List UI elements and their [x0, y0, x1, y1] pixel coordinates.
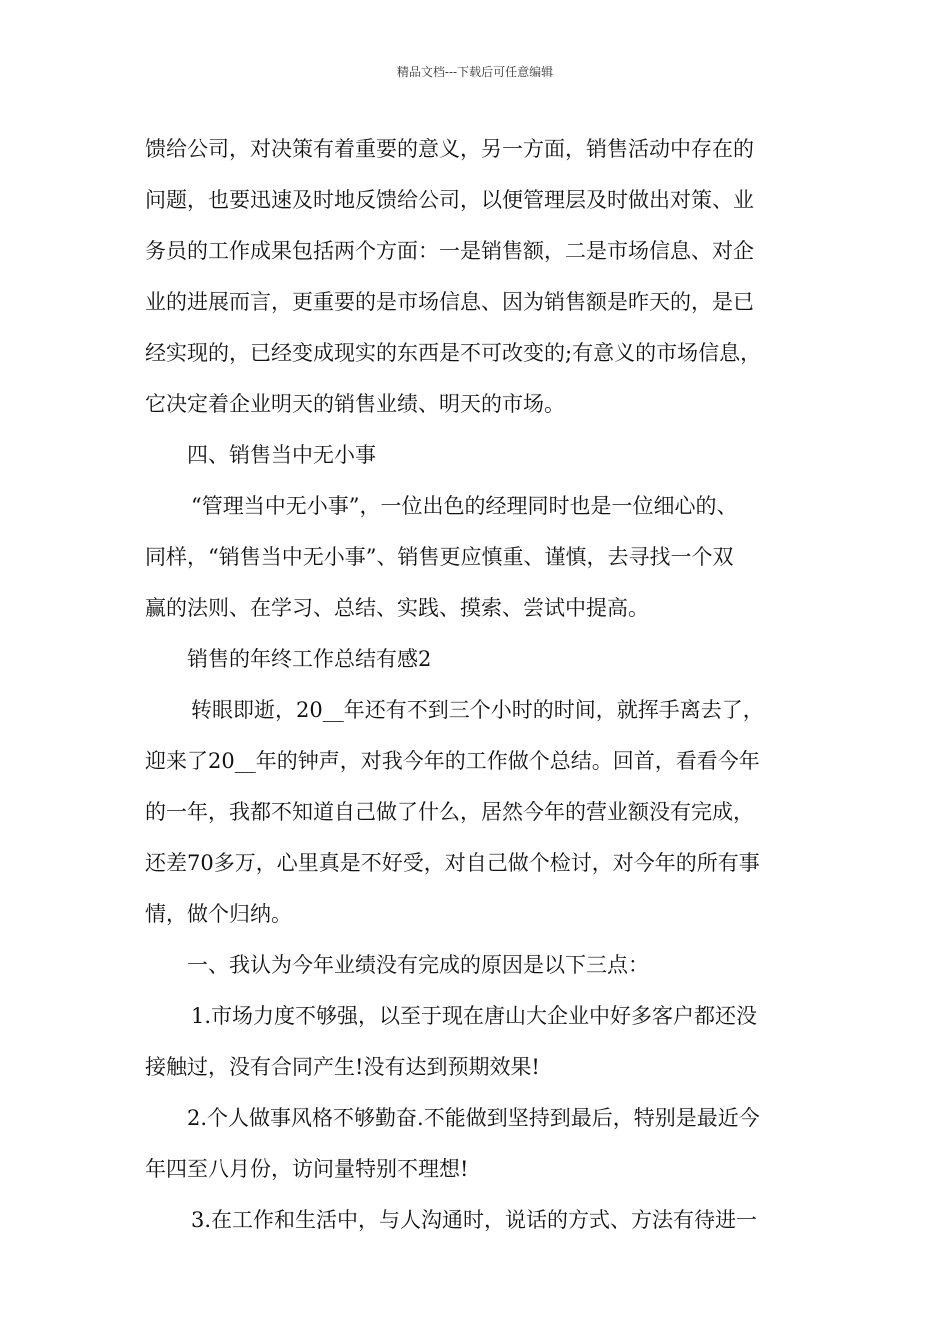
text-line: 情，做个归纳。 [145, 902, 292, 926]
text-line: 迎来了20__年的钟声，对我今年的工作做个总结。回首，看看今年 [145, 749, 760, 773]
text-line: 同样，“销售当中无小事”、销售更应慎重、谨慎，去寻找一个双 [145, 545, 734, 569]
text-line: 业的进展而言，更重要的是市场信息、因为销售额是昨天的，是已 [145, 290, 754, 314]
text-line: 的一年，我都不知道自己做了什么，居然今年的营业额没有完成， [145, 800, 754, 824]
list-item: 2.个人做事风格不够勤奋.不能做到坚持到最后，特别是最近今 [187, 1106, 760, 1130]
text-line: 问题，也要迅速及时地反馈给公司，以便管理层及时做出对策、业 [145, 188, 754, 212]
list-item: 3.在工作和生活中，与人沟通时，说话的方式、方法有待进一 [191, 1208, 758, 1232]
section-heading: 一、我认为今年业绩没有完成的原因是以下三点： [187, 953, 649, 977]
text-line: 馈给公司，对决策有着重要的意义，另一方面，销售活动中存在的 [145, 137, 754, 161]
document-body [145, 124, 809, 1246]
text-line: 还差70多万，心里真是不好受，对自己做个检讨，对今年的所有事 [145, 851, 760, 875]
text-line: 它决定着企业明天的销售业绩、明天的市场。 [145, 392, 565, 416]
text-line: 接触过，没有合同产生!没有达到预期效果! [145, 1055, 540, 1079]
section-heading: 四、销售当中无小事 [187, 443, 376, 467]
text-line: 赢的法则、在学习、总结、实践、摸索、尝试中提高。 [145, 596, 649, 620]
text-line: 务员的工作成果包括两个方面：一是销售额，二是市场信息、对企 [145, 239, 754, 263]
text-line: 经实现的，已经变成现实的东西是不可改变的;有意义的市场信息， [145, 341, 762, 365]
section-heading: 销售的年终工作总结有感2 [187, 647, 432, 671]
text-line: 转眼即逝，20__年还有不到三个小时的时间，就挥手离去了， [191, 698, 764, 722]
list-item: 1.市场力度不够强，以至于现在唐山大企业中好多客户都还没 [191, 1004, 758, 1028]
text-line: “管理当中无小事”，一位出色的经理同时也是一位细心的、 [191, 494, 738, 518]
page-header: 精品文档---下载后可任意编辑 [396, 65, 554, 79]
text-line: 年四至八月份，访问量特别不理想! [145, 1157, 469, 1181]
